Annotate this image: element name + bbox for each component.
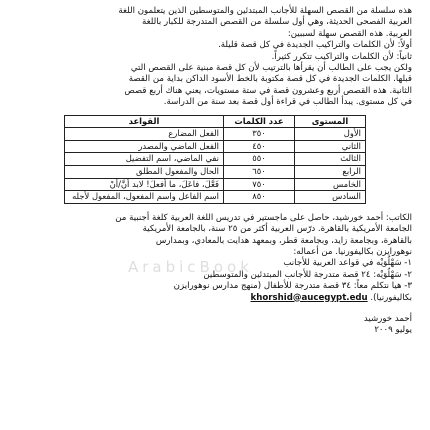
- cell-grammar: الفعل الماضي والمصدر: [65, 140, 224, 153]
- table-row: [65, 140, 366, 153]
- intro-line: العربية الفصحى الحديثة، وهي أول سلسلة من القصص المتدرجة للكبار باللغة: [142, 17, 412, 28]
- site-watermark: ArabicBook: [128, 258, 253, 276]
- order-line: قبلها. الكلمات الجديدة في كل قصة مكتوبة بالخط الأسود الداكن بداية من القصة: [128, 74, 412, 85]
- works-item: ١- سَهْلُوَيْه في قواعد العربية للأجانب: [283, 258, 412, 269]
- cell-grammar: اسم الفاعل واسم المفعول، المفعول لأجله: [65, 191, 224, 204]
- table-header-row: [65, 115, 366, 128]
- cell-level: الأول: [295, 128, 366, 141]
- author-email-link[interactable]: khorshid@aucegypt.edu: [250, 292, 368, 303]
- works-item: ٣- هيا نتكلم معاً: ٣٤ قصة متدرجة للأطفال (منهج مدارس نوهورايزن: [173, 281, 412, 292]
- works-item: ٢- سَهْلُوَيْه: ٢٤ قصة متدرجة للأجانب المبتدئين والمتوسطين: [203, 269, 412, 280]
- header-word-count: عدد الكلمات: [224, 115, 295, 128]
- order-line: في كل مستوى. يبدأ الطالب في قراءة أول قصة بعد سنة من الدراسة.: [163, 97, 412, 108]
- order-line: الثانية. هذه القصص أربع وعشرون قصة في ستة مستويات، يعني هناك أربع قصص: [124, 85, 412, 96]
- table-row: [65, 178, 366, 191]
- bio-last-text: بكاليفورنيا).: [370, 292, 412, 303]
- cell-level: الرابع: [295, 166, 366, 179]
- table-row: [65, 153, 366, 166]
- table-row: [65, 191, 366, 204]
- cell-word-count: ٣٥٠: [224, 128, 295, 141]
- table-row: [65, 166, 366, 179]
- cell-grammar: الفعل المضارع: [65, 128, 224, 141]
- cell-grammar: الحال والمفعول المطلق: [65, 166, 224, 179]
- reason-first: أولاً: لأن الكلمات والتراكيب الجديدة في كل قصة قليلة.: [218, 40, 412, 51]
- cell-level: الثالث: [295, 153, 366, 166]
- levels-table: [64, 115, 366, 204]
- cell-word-count: ٦٥٠: [224, 166, 295, 179]
- reason-second: ثانياً: لأن الكلمات والتراكيب تتكرر كثيراً.: [271, 51, 412, 62]
- cell-level: الثاني: [295, 140, 366, 153]
- order-line: ولكن يجب على الطالب أن يقرأها بالترتيب لأن كل قصة مبنية على القصص التي: [130, 63, 412, 74]
- bio-line: بالقاهرة، وبجامعة زايد، وبجامعة قطر، وبمعهد هدايت بالمعادي، وبمدارس: [155, 235, 412, 246]
- cell-level: الخامس: [295, 178, 366, 191]
- intro-paragraph: [18, 6, 412, 109]
- signature-date: يوليو ٢٠٠٩: [374, 325, 412, 336]
- bio-line: نوهورايزن بكاليفورنيا. من أعماله:: [293, 247, 412, 258]
- author-bio: [18, 213, 412, 304]
- cell-grammar: فَعَّلَ، فاعَلَ، ما أفعلَ! لابد أنَّ/أنْ: [65, 178, 224, 191]
- header-level: المستوى: [295, 115, 366, 128]
- cell-word-count: ٥٥٠: [224, 153, 295, 166]
- bio-line: الكاتب: أحمد خورشيد، حاصل على ماجستير في تدريس اللغة العربية كلغة أجنبية من: [115, 212, 412, 223]
- cell-word-count: ٨٥٠: [224, 191, 295, 204]
- cell-level: السادس: [295, 191, 366, 204]
- cell-word-count: ٧٥٠: [224, 178, 295, 191]
- header-grammar: القواعد: [65, 115, 224, 128]
- signature-name: أحمد خورشيد: [363, 314, 412, 325]
- table-row: [65, 128, 366, 141]
- cell-word-count: ٤٥٠: [224, 140, 295, 153]
- intro-line: العربية. هذه القصص سهلة لسببين:: [287, 28, 412, 39]
- intro-line: هذه سلسلة من القصص السهلة للأجانب المبتدئين والمتوسطين الذين يتعلمون اللغة: [118, 6, 412, 16]
- bio-line: الجامعة الأمريكية بالقاهرة. درّس العربية أكثر من ٢٥ سنة، بالجامعة الأمريكية: [142, 224, 412, 235]
- signature-block: [18, 314, 412, 337]
- cell-grammar: نفي الماضي، اسم التفضيل: [65, 153, 224, 166]
- bio-last-line: [18, 293, 412, 304]
